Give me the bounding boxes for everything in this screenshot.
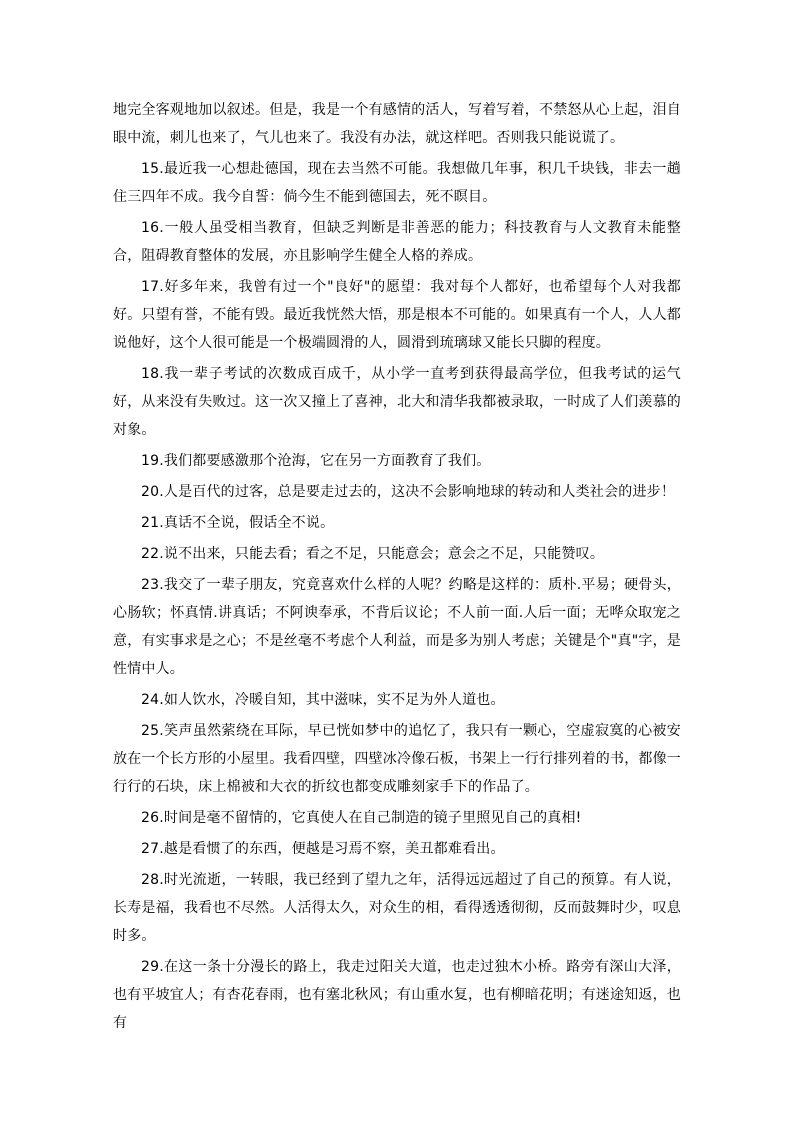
- paragraph-22: 22.说不出来，只能去看；看之不足，只能意会；意会之不足，只能赞叹。: [141, 546, 605, 562]
- paragraph-19: 19.我们都要感激那个沧海，它在另一方面教育了我们。: [141, 453, 491, 469]
- paragraph-21: 21.真话不全说，假话全不说。: [141, 515, 335, 531]
- document-body: [113, 96, 681, 1040]
- paragraph-continuation: 地完全客观地加以叙述。但是，我是一个有感情的活人，写着写着，不禁怒从心上起，泪自眼中流，刺儿也来了，气儿也来了。我没有办法，就这样吧。否则我只能说谎了。: [113, 102, 681, 146]
- paragraph-25: 25.笑声虽然萦绕在耳际，早已恍如梦中的追忆了，我只有一颗心，空虚寂寞的心被安放在一个长方形的小屋里。我看四壁，四壁冰冷像石板，书架上一行行排列着的书，都像一行行的石块，床上棉被和大衣的折纹也都变成雕刻家手下的作品了。: [113, 723, 681, 795]
- paragraph-26: 26.时间是毫不留情的，它真使人在自己制造的镜子里照见自己的真相!: [141, 810, 582, 826]
- paragraph-27: 27.越是看惯了的东西，便越是习焉不察，美丑都难看出。: [141, 841, 505, 857]
- paragraph-24: 24.如人饮水，冷暖自知，其中滋味，实不足为外人道也。: [141, 692, 505, 708]
- paragraph-18: 18.我一辈子考试的次数成百成千，从小学一直考到获得最高学位，但我考试的运气好，从来没有失败过。这一次又撞上了喜神，北大和清华我都被录取，一时成了人们羡慕的对象。: [113, 366, 681, 438]
- paragraph-29: 29.在这一条十分漫长的路上，我走过阳关大道，也走过独木小桥。路旁有深山大泽，也有平坡宜人；有杏花春雨，也有塞北秋风；有山重水复，也有柳暗花明；有迷途知返，也有: [113, 959, 681, 1031]
- paragraph-15: 15.最近我一心想赴德国，现在去当然不可能。我想做几年事，积几千块钱，非去一趟住三四年不成。我今自誓：倘今生不能到德国去，死不瞑目。: [113, 161, 681, 205]
- paragraph-28: 28.时光流逝，一转眼，我已经到了望九之年，活得远远超过了自己的预算。有人说，长寿是福，我看也不尽然。人活得太久，对众生的相，看得透透彻彻，反而鼓舞时少，叹息时多。: [113, 872, 681, 944]
- paragraph-23: 23.我交了一辈子朋友，究竟喜欢什么样的人呢？约略是这样的：质朴.平易；硬骨头，心肠软；怀真情.讲真话；不阿谀奉承，不背后议论；不人前一面.人后一面；无哗众取宠之意，有实事求是之心；不是丝毫不考虑个人利益，而是多为别人考虑；关键是个"真"字，是性情中人。: [113, 577, 681, 677]
- paragraph-20: 20.人是百代的过客，总是要走过去的，这决不会影响地球的转动和人类社会的进步！: [141, 484, 676, 500]
- paragraph-17: 17.好多年来，我曾有过一个"良好"的愿望：我对每个人都好，也希望每个人对我都好。只望有誉，不能有毁。最近我恍然大悟，那是根本不可能的。如果真有一个人，人人都说他好，这个人很可能是一个极端圆滑的人，圆滑到琉璃球又能长只脚的程度。: [113, 279, 681, 351]
- paragraph-16: 16.一般人虽受相当教育，但缺乏判断是非善恶的能力；科技教育与人文教育未能整合，阻碍教育整体的发展，亦且影响学生健全人格的养成。: [113, 220, 681, 264]
